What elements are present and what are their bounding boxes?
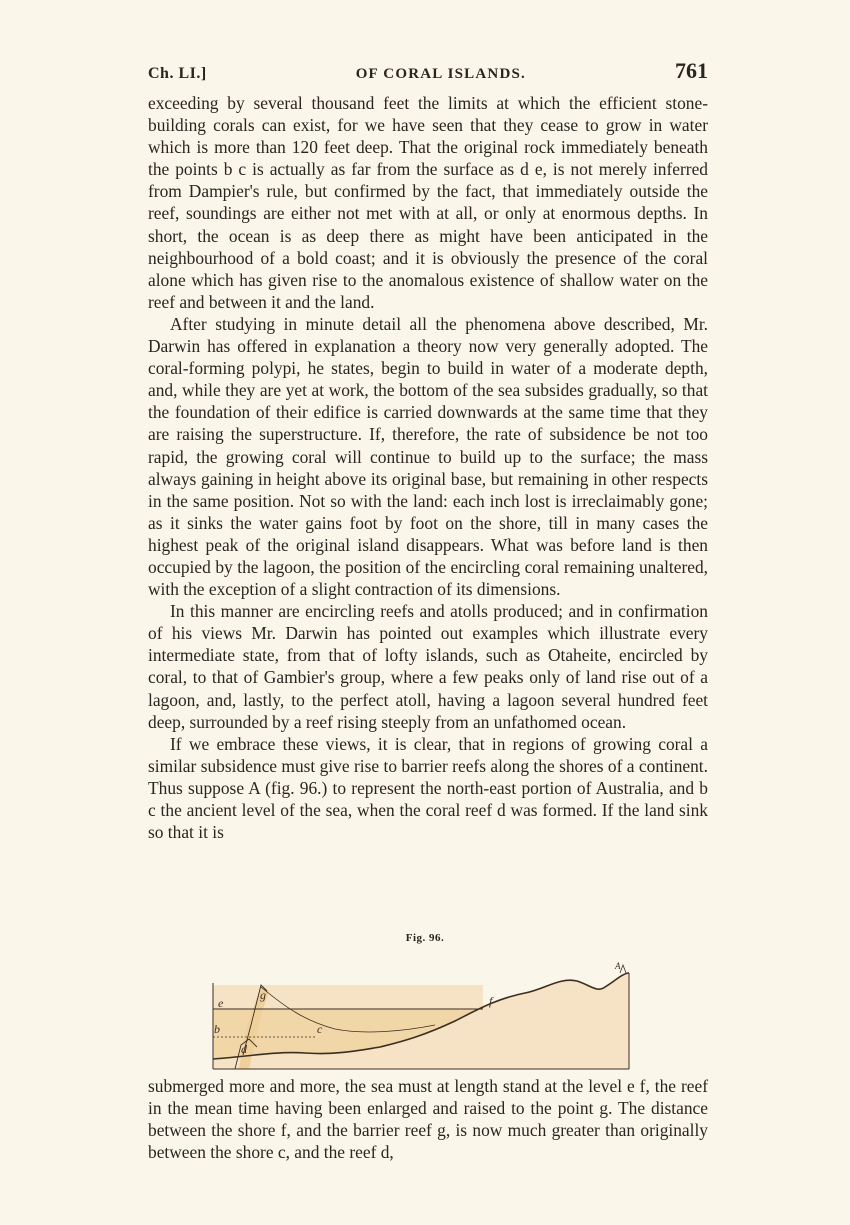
- paragraph-1: exceeding by several thousand feet the limits at which the efficient stone-building corals can exist, for we have seen that they cease to grow in water which is more than 120 feet deep. That the original rock immediately beneath the points b c is actually as far from the surface as d e, is not merely inferred from Dampier's rule, but confirmed by the fact, that immediately outside the reef, soundings are either not met with at all, or only at enormous depths. In short, the ocean is as deep there as might have been anticipated in the neighbourhood of a bold coast; and it is obviously the presence of the coral alone which has given rise to the anomalous existence of shallow water on the reef and between it and the land.: [148, 93, 708, 312]
- chapter-label: Ch. LI.]: [148, 65, 207, 82]
- paragraph-4: If we embrace these views, it is clear, that in regions of growing coral a similar subsidence must give rise to barrier reefs along the shores of a continent. Thus suppose A (fig. 96.) to represent the north-east portion of Australia, and b c the ancient level of the sea, when the coral reef d was formed. If the land sink so that it is: [148, 733, 708, 843]
- body-text: [148, 92, 708, 843]
- label-f: f: [489, 994, 493, 1008]
- figure-96-cross-section: [205, 955, 635, 1073]
- label-A: A: [615, 961, 621, 971]
- running-header: [148, 58, 708, 88]
- label-e: e: [218, 996, 224, 1010]
- tail-text: [148, 1075, 708, 1163]
- label-c: c: [317, 1022, 323, 1036]
- paragraph-2: After studying in minute detail all the phenomena above described, Mr. Darwin has offered in explanation a theory now very generally adopted. The coral-forming polypi, he states, begin to build in water of a moderate depth, and, while they are yet at work, the bottom of the sea subsides gradually, so that the foundation of their edifice is carried downwards at the same time that they are raising the superstructure. If, therefore, the rate of subsidence be not too rapid, the growing coral will continue to build up to the surface; the mass always gaining in height above its original base, but remaining in other respects in the same position. Not so with the land: each inch lost is irreclaimably gone; as it sinks the water gains foot by foot on the shore, till in many cases the highest peak of the original island disappears. What was before land is then occupied by the lagoon, the position of the encircling coral remaining unaltered, with the exception of a slight contraction of its dimensions.: [148, 313, 708, 600]
- label-d: d: [241, 1042, 247, 1056]
- paragraph-5: submerged more and more, the sea must at length stand at the level e f, the reef in the mean time having been enlarged and raised to the point g. The distance between the shore f, and the barrier reef g, is now much greater than originally between the shore c, and the reef d,: [148, 1076, 708, 1163]
- label-g: g: [260, 988, 266, 1002]
- running-title: OF CORAL ISLANDS.: [355, 66, 526, 82]
- label-b: b: [214, 1022, 220, 1036]
- upper-water: [213, 985, 483, 1009]
- page-number: 761: [674, 58, 708, 83]
- peak-mark: [620, 965, 626, 973]
- figure-caption: Fig. 96.: [405, 932, 445, 944]
- paragraph-3: In this manner are encircling reefs and atolls produced; and in confirmation of his views Mr. Darwin has pointed out examples which illustrate every intermediate state, from that of lofty islands, such as Otaheite, encircled by coral, to that of Gambier's group, where a few peaks only of land rise out of a lagoon, and, lastly, to the perfect atoll, having a lagoon several hundred feet deep, surrounded by a reef rising steeply from an unfathomed ocean.: [148, 601, 708, 732]
